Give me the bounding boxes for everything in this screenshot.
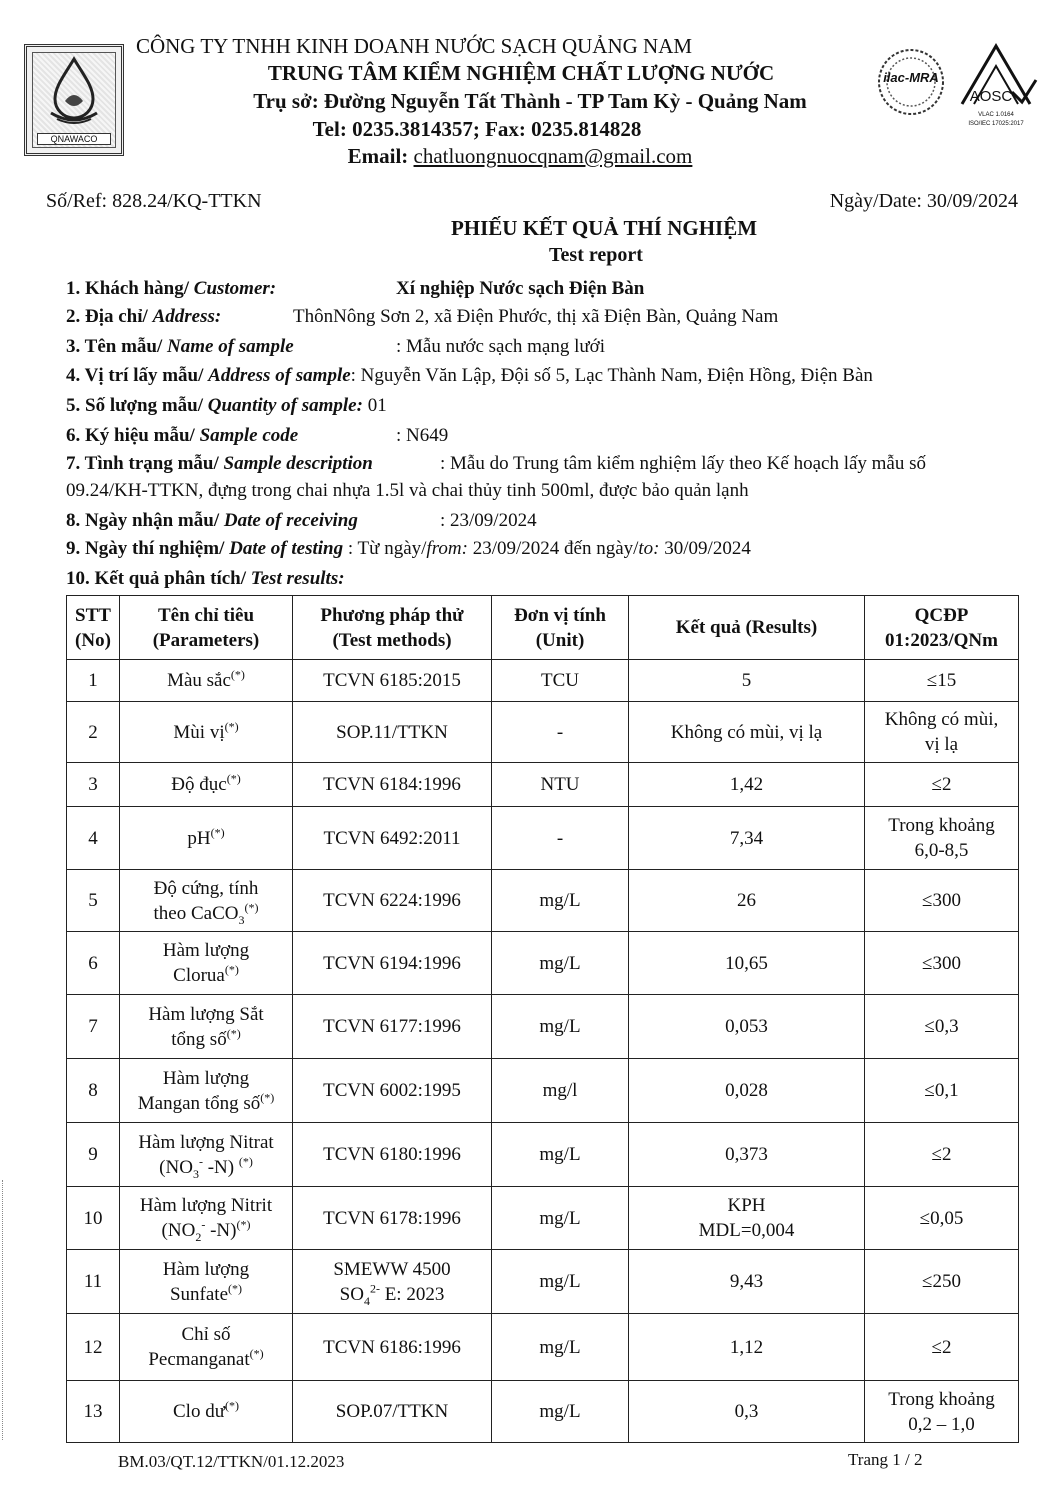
customer-line: 1. Khách hàng/ Customer: <box>66 278 277 299</box>
table-row: 4 pH(*) TCVN 6492:2011 - 7,34 Trong khoảng 6,0-8,5 <box>67 807 1019 870</box>
table-row: 6 Hàm lượng Clorua(*) TCVN 6194:1996 mg/L 10,65 ≤300 <box>67 932 1019 995</box>
form-code: BM.03/QT.12/TTKN/01.12.2023 <box>118 1452 345 1471</box>
company-phone: Tel: 0235.3814357; Fax: 0235.814828 <box>312 117 642 141</box>
receive-date-value: : 23/09/2024 <box>440 510 537 531</box>
table-row: 11 Hàm lượng Sunfate(*) SMEWW 4500 $SO_4^{2-}$ E: 2023 mg/L 9,43 ≤250 <box>67 1250 1019 1314</box>
table-row: 10 Hàm lượng Nitrit ($NO_2^-$ -N)(*) TCVN 6178:1996 mg/L KPH MDL=0,004 ≤0,05 <box>67 1187 1019 1250</box>
page-number: Trang 1 / 2 <box>848 1450 923 1469</box>
sample-description-value-2: 09.24/KH-TTKN, đựng trong chai nhựa 1.5l và chai thủy tinh 500ml, được bảo quản lạnh <box>66 480 749 501</box>
table-row: 12 Chỉ số Pecmanganat(*) TCVN 6186:1996 mg/L 1,12 ≤2 <box>67 1314 1019 1381</box>
table-row: 2 Mùi vị(*) SOP.11/TTKN - Không có mùi, vị lạ Không có mùi, vị lạ <box>67 702 1019 763</box>
results-table <box>66 595 1019 1443</box>
address-value: ThônNông Sơn 2, xã Điện Phước, thị xã Điện Bàn, Quảng Nam <box>293 306 779 327</box>
sample-description-value: : Mẫu do Trung tâm kiểm nghiệm lấy theo Kế hoạch lấy mẫu số <box>440 453 927 474</box>
sample-code-value: : N649 <box>396 425 449 446</box>
aosc-logo: AOSC VLAC 1.0164 ISO/IEC 17025:2017 <box>954 40 1038 140</box>
receive-date-line: 8. Ngày nhận mẫu/ Date of receiving <box>66 510 358 531</box>
logo-label: QNAWACO <box>37 133 111 145</box>
report-subtitle: Test report <box>549 244 643 266</box>
email-link[interactable]: chatluongnuocqnam@gmail.com <box>413 144 693 168</box>
table-row: 7 Hàm lượng Sắt tổng số(*) TCVN 6177:1996 mg/L 0,053 ≤0,3 <box>67 995 1019 1059</box>
address-line: 2. Địa chỉ/ Address: <box>66 306 222 327</box>
report-title: PHIẾU KẾT QUẢ THÍ NGHIỆM <box>450 216 758 240</box>
test-date-line: 9. Ngày thí nghiệm/ Date of testing : Từ ngày/from: 23/09/2024 đến ngày/to: 30/09/2024 <box>66 538 751 559</box>
table-row: 3 Độ đục(*) TCVN 6184:1996 NTU 1,42 ≤2 <box>67 763 1019 807</box>
table-row: 9 Hàm lượng Nitrat ($NO_3^-$ -N) (*) TCVN 6180:1996 mg/L 0,373 ≤2 <box>67 1123 1019 1187</box>
header-method: Phương pháp thử (Test methods) <box>293 596 492 660</box>
table-row: 13 Clo dư(*) SOP.07/TTKN mg/L 0,3 Trong khoảng 0,2 – 1,0 <box>67 1381 1019 1443</box>
sample-quantity-line: 5. Số lượng mẫu/ Quantity of sample: 01 <box>66 395 387 416</box>
sample-name-line: 3. Tên mẫu/ Name of sample <box>66 336 294 357</box>
header-parameter: Tên chỉ tiêu (Parameters) <box>120 596 293 660</box>
company-address: Trụ sở: Đường Nguyễn Tất Thành - TP Tam Kỳ - Quảng Nam <box>253 89 807 113</box>
table-row: 8 Hàm lượng Mangan tổng số(*) TCVN 6002:1995 mg/l 0,028 ≤0,1 <box>67 1059 1019 1123</box>
header-unit: Đơn vị tính (Unit) <box>492 596 629 660</box>
ilac-mra-logo: ilac-MRA <box>876 42 946 128</box>
center-name: TRUNG TÂM KIỂM NGHIỆM CHẤT LƯỢNG NƯỚC <box>267 61 775 85</box>
sample-location-line: 4. Vị trí lấy mẫu/ Address of sample: Nguyễn Văn Lập, Đội số 5, Lạc Thành Nam, Điện Hồng, Điện Bàn <box>66 365 873 386</box>
sample-name-value: : Mẫu nước sạch mạng lưới <box>396 336 606 357</box>
customer-value: Xí nghiệp Nước sạch Điện Bàn <box>396 278 645 299</box>
table-row: 5 Độ cứng, tính theo CaCO$_3$(*) TCVN 6224:1996 mg/L 26 ≤300 <box>67 870 1019 932</box>
header-result: Kết quả (Results) <box>629 596 865 660</box>
table-row: 1 Màu sắc(*) TCVN 6185:2015 TCU 5 ≤15 <box>67 660 1019 702</box>
margin-mark <box>2 1180 4 1440</box>
reference-number: Số/Ref: 828.24/KQ-TTKN <box>46 190 262 212</box>
test-results-heading: 10. Kết quả phân tích/ Test results: <box>66 568 345 589</box>
company-email-line: Email: chatluongnuocqnam@gmail.com <box>347 144 693 168</box>
header-standard: QCĐP 01:2023/QNm <box>865 596 1019 660</box>
sample-description-line: 7. Tình trạng mẫu/ Sample description <box>66 453 373 474</box>
water-drop-icon <box>41 55 107 125</box>
accreditation-logos <box>870 40 1040 140</box>
sample-code-line: 6. Ký hiệu mẫu/ Sample code <box>66 425 299 446</box>
header-stt: STT (No) <box>67 596 120 660</box>
company-logo <box>24 44 124 156</box>
table-header-row <box>67 596 1019 660</box>
company-name: CÔNG TY TNHH KINH DOANH NƯỚC SẠCH QUẢNG NAM <box>135 34 693 58</box>
report-date: Ngày/Date: 30/09/2024 <box>829 190 1018 212</box>
